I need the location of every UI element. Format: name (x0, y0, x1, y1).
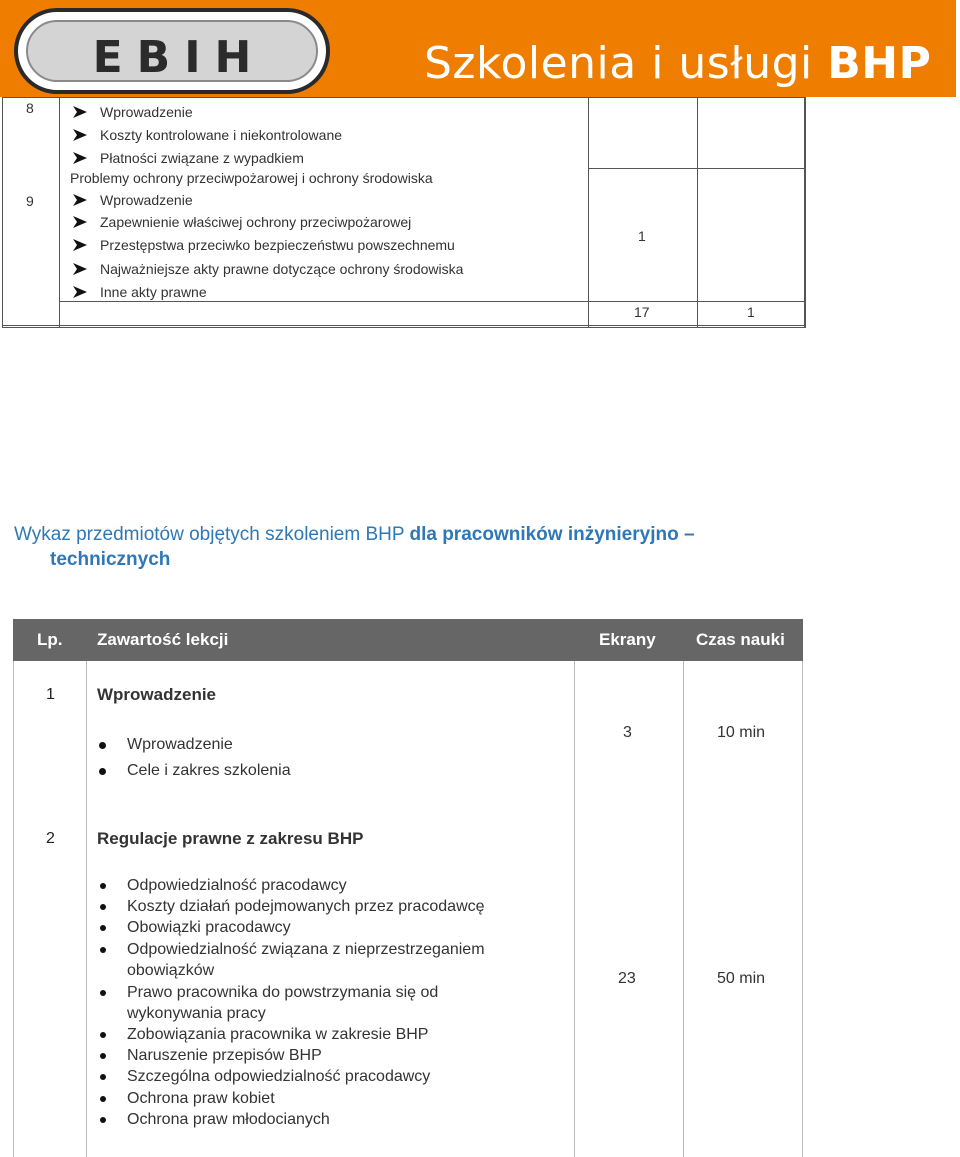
list-item: Płatności związane z wypadkiem (72, 150, 304, 166)
row-title: Wprowadzenie (97, 685, 217, 704)
logo-text: EBIH (92, 32, 266, 83)
list-item: Przestępstwa przeciwko bezpieczeństwu powszechnemu (72, 237, 455, 253)
column-header-content: Zawartość lekcji (97, 630, 229, 649)
arrow-bullet-icon (72, 193, 88, 207)
row-title: Regulacje prawne z zakresu BHP (97, 829, 364, 848)
total-screens: 17 (634, 304, 650, 320)
page-title: Wykaz przedmiotów objętych szkoleniem BHP dla pracowników inżynieryjno – technicznych (14, 524, 695, 570)
arrow-bullet-icon (72, 215, 88, 229)
list-item: Zobowiązania pracownika w zakresie BHP (127, 1026, 429, 1043)
list-item: Odpowiedzialność pracodawcy (127, 877, 347, 894)
list-item: Naruszenie przepisów BHP (127, 1047, 322, 1064)
row-lp: 2 (46, 830, 55, 847)
list-item: Cele i zakres szkolenia (127, 762, 291, 779)
list-item: Zapewnienie właściwej ochrony przeciwpożarowej (72, 214, 411, 230)
row-lp: 1 (46, 686, 55, 703)
list-item: Szczególna odpowiedzialność pracodawcy (127, 1068, 431, 1085)
list-item: Wprowadzenie (127, 736, 233, 753)
screens-count: 1 (638, 228, 646, 244)
company-logo (14, 8, 330, 94)
list-item: Koszty kontrolowane i niekontrolowane (72, 127, 342, 143)
arrow-bullet-icon (72, 285, 88, 299)
lesson-table (13, 619, 803, 1157)
table-header (13, 619, 803, 661)
row-number: 9 (26, 193, 34, 209)
list-item: Prawo pracownika do powstrzymania się od (127, 984, 439, 1001)
list-item: Obowiązki pracodawcy (127, 919, 291, 936)
row-time: 50 min (717, 970, 766, 987)
arrow-bullet-icon (72, 238, 88, 252)
header-slogan: Szkolenia i usługi BHP (424, 38, 932, 89)
column-header-lp: Lp. (37, 630, 63, 649)
list-item: Ochrona praw kobiet (127, 1090, 275, 1107)
row-time: 10 min (717, 724, 766, 741)
list-item-continuation: wykonywania pracy (127, 1005, 266, 1022)
column-header-screens: Ekrany (599, 630, 656, 649)
arrow-bullet-icon (72, 128, 88, 142)
list-item: Wprowadzenie (72, 104, 193, 120)
row-screens: 23 (618, 970, 636, 987)
list-item: Koszty działań podejmowanych przez pracodawcę (127, 898, 485, 915)
list-item: Ochrona praw młodocianych (127, 1111, 330, 1128)
list-item: Inne akty prawne (72, 284, 207, 300)
list-item-continuation: obowiązków (127, 962, 215, 979)
arrow-bullet-icon (72, 151, 88, 165)
list-item: Odpowiedzialność związana z nieprzestrzeganiem (127, 941, 485, 958)
column-header-time: Czas nauki (696, 630, 785, 649)
list-item: Wprowadzenie (72, 192, 193, 208)
row-number: 8 (26, 100, 34, 116)
list-item: Najważniejsze akty prawne dotyczące ochrony środowiska (72, 261, 463, 277)
total-time: 1 (747, 304, 755, 320)
header-banner (0, 0, 956, 97)
arrow-bullet-icon (72, 105, 88, 119)
section-title: Problemy ochrony przeciwpożarowej i ochrony środowiska (70, 170, 433, 186)
row-screens: 3 (623, 724, 632, 741)
arrow-bullet-icon (72, 262, 88, 276)
